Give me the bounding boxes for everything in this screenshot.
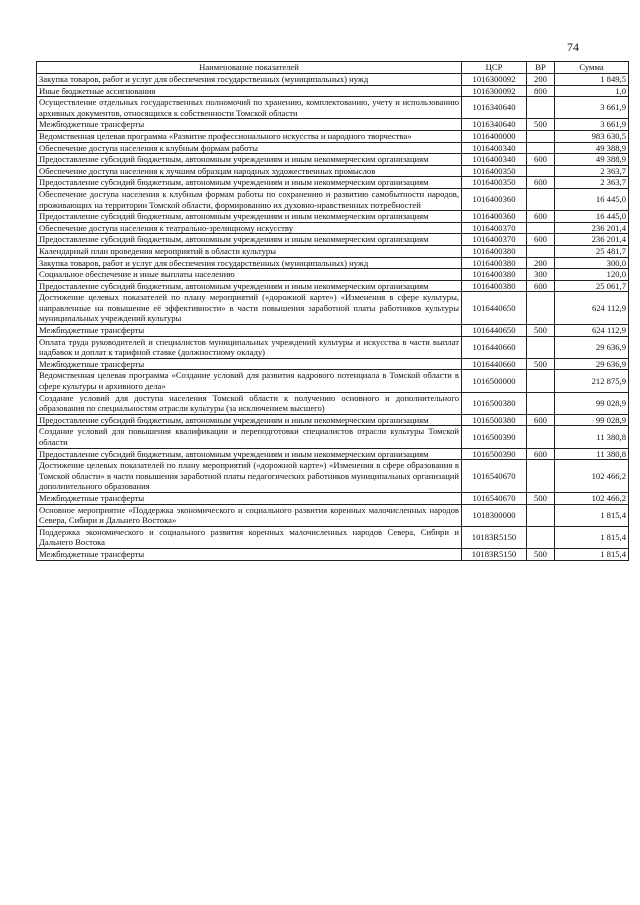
row-sum: 1 815,4	[555, 504, 629, 526]
table-row	[37, 119, 629, 131]
row-sum: 1 815,4	[555, 548, 629, 560]
row-vr-code	[527, 292, 555, 325]
row-sum: 2 363,7	[555, 165, 629, 177]
row-csr-code: 1016340640	[462, 119, 527, 131]
row-name: Предоставление субсидий бюджетным, автономным учреждениям и иным некоммерческим организациям	[37, 234, 462, 246]
row-csr-code: 1016540670	[462, 460, 527, 493]
table-row	[37, 325, 629, 337]
row-sum: 11 380,8	[555, 448, 629, 460]
row-sum: 1 849,5	[555, 74, 629, 86]
row-vr-code: 500	[527, 358, 555, 370]
row-csr-code: 10183R5150	[462, 526, 527, 548]
table-row	[37, 188, 629, 210]
row-vr-code: 600	[527, 177, 555, 189]
row-sum: 3 661,9	[555, 119, 629, 131]
row-csr-code: 10183R5150	[462, 548, 527, 560]
row-vr-code	[527, 336, 555, 358]
row-csr-code: 1016400000	[462, 130, 527, 142]
table-row	[37, 526, 629, 548]
row-csr-code: 1016400380	[462, 280, 527, 292]
row-vr-code	[527, 97, 555, 119]
row-vr-code: 300	[527, 269, 555, 281]
row-vr-code: 200	[527, 74, 555, 86]
table-row	[37, 222, 629, 234]
row-sum: 236 201,4	[555, 234, 629, 246]
header-csr: ЦСР	[462, 62, 527, 74]
row-name: Обеспечение доступа населения к клубным формам работы	[37, 142, 462, 154]
row-sum: 29 636,9	[555, 336, 629, 358]
header-sum: Сумма	[555, 62, 629, 74]
row-vr-code: 600	[527, 414, 555, 426]
row-vr-code: 600	[527, 448, 555, 460]
row-csr-code: 1016400360	[462, 188, 527, 210]
row-vr-code: 600	[527, 280, 555, 292]
table-row	[37, 177, 629, 189]
table-row	[37, 460, 629, 493]
row-csr-code: 1016440660	[462, 358, 527, 370]
row-sum: 2 363,7	[555, 177, 629, 189]
row-name: Предоставление субсидий бюджетным, автономным учреждениям и иным некоммерческим организациям	[37, 211, 462, 223]
row-csr-code: 1016400380	[462, 257, 527, 269]
row-csr-code: 1016300092	[462, 85, 527, 97]
budget-table	[36, 61, 629, 561]
row-name: Межбюджетные трансферты	[37, 492, 462, 504]
row-csr-code: 1016500390	[462, 426, 527, 448]
row-sum: 983 630,5	[555, 130, 629, 142]
table-row	[37, 492, 629, 504]
row-name: Предоставление субсидий бюджетным, автономным учреждениям и иным некоммерческим организациям	[37, 280, 462, 292]
table-body	[37, 74, 629, 561]
row-sum: 102 466,2	[555, 492, 629, 504]
row-name: Межбюджетные трансферты	[37, 119, 462, 131]
table-row	[37, 358, 629, 370]
header-vr: ВР	[527, 62, 555, 74]
row-vr-code: 800	[527, 85, 555, 97]
row-sum: 49 388,9	[555, 154, 629, 166]
row-vr-code	[527, 504, 555, 526]
row-csr-code: 1016400380	[462, 269, 527, 281]
row-vr-code	[527, 460, 555, 493]
row-name: Основное мероприятие «Поддержка экономического и социального развития коренных малочисленных народов Севера, Сибири и Дальнего Востока»	[37, 504, 462, 526]
row-csr-code: 1016400370	[462, 222, 527, 234]
table-row	[37, 392, 629, 414]
table-header-row	[37, 62, 629, 74]
header-name: Наименование показателей	[37, 62, 462, 74]
row-vr-code: 200	[527, 257, 555, 269]
table-row	[37, 548, 629, 560]
row-sum: 624 112,9	[555, 292, 629, 325]
table-row	[37, 234, 629, 246]
row-csr-code: 1016400360	[462, 211, 527, 223]
row-name: Создание условий для доступа населения Томской области к получению основного и дополнительного образования по специальностям отрасли культуры (за исключением высшего)	[37, 392, 462, 414]
row-csr-code: 1016400380	[462, 245, 527, 257]
row-name: Осуществление отдельных государственных полномочий по хранению, комплектованию, учету и использованию архивных документов, относящихся к собственности Томской области	[37, 97, 462, 119]
row-sum: 212 875,9	[555, 370, 629, 392]
row-vr-code: 600	[527, 154, 555, 166]
row-csr-code: 1016400340	[462, 154, 527, 166]
page-number: 74	[567, 40, 579, 54]
table-row	[37, 74, 629, 86]
row-vr-code: 500	[527, 548, 555, 560]
row-csr-code: 1018300000	[462, 504, 527, 526]
row-csr-code: 1016400350	[462, 177, 527, 189]
row-csr-code: 1016540670	[462, 492, 527, 504]
row-csr-code: 1016400350	[462, 165, 527, 177]
row-vr-code	[527, 165, 555, 177]
row-csr-code: 1016440650	[462, 292, 527, 325]
row-sum: 49 388,9	[555, 142, 629, 154]
row-csr-code: 1016400340	[462, 142, 527, 154]
row-csr-code: 1016500380	[462, 414, 527, 426]
row-name: Обеспечение доступа населения к театрально-зрелищному искусству	[37, 222, 462, 234]
row-sum: 11 380,8	[555, 426, 629, 448]
row-vr-code: 500	[527, 492, 555, 504]
row-sum: 99 028,9	[555, 414, 629, 426]
row-name: Оплата труда руководителей и специалистов муниципальных учреждений культуры и искусства в части выплат надбавок и доплат к тарифной ставке (должностному окладу)	[37, 336, 462, 358]
row-name: Предоставление субсидий бюджетным, автономным учреждениям и иным некоммерческим организациям	[37, 177, 462, 189]
table-row	[37, 130, 629, 142]
table-row	[37, 280, 629, 292]
row-sum: 102 466,2	[555, 460, 629, 493]
row-vr-code: 500	[527, 119, 555, 131]
row-vr-code: 500	[527, 325, 555, 337]
table-row	[37, 292, 629, 325]
row-vr-code	[527, 526, 555, 548]
table-row	[37, 165, 629, 177]
row-csr-code: 1016340640	[462, 97, 527, 119]
row-name: Ведомственная целевая программа «Развитие профессионального искусства и народного творчества»	[37, 130, 462, 142]
table-row	[37, 97, 629, 119]
row-vr-code	[527, 222, 555, 234]
row-name: Закупка товаров, работ и услуг для обеспечения государственных (муниципальных) нужд	[37, 257, 462, 269]
row-name: Предоставление субсидий бюджетным, автономным учреждениям и иным некоммерческим организациям	[37, 448, 462, 460]
row-csr-code: 1016500000	[462, 370, 527, 392]
row-vr-code	[527, 245, 555, 257]
row-sum: 25 061,7	[555, 280, 629, 292]
table-row	[37, 269, 629, 281]
row-sum: 29 636,9	[555, 358, 629, 370]
row-sum: 16 445,0	[555, 211, 629, 223]
table-row	[37, 336, 629, 358]
row-vr-code	[527, 370, 555, 392]
table-row	[37, 504, 629, 526]
row-name: Предоставление субсидий бюджетным, автономным учреждениям и иным некоммерческим организациям	[37, 414, 462, 426]
table-row	[37, 257, 629, 269]
row-name: Календарный план проведения мероприятий в области культуры	[37, 245, 462, 257]
row-csr-code: 1016500390	[462, 448, 527, 460]
row-name: Закупка товаров, работ и услуг для обеспечения государственных (муниципальных) нужд	[37, 74, 462, 86]
row-sum: 16 445,0	[555, 188, 629, 210]
row-vr-code: 600	[527, 211, 555, 223]
row-name: Достижение целевых показателей по плану мероприятий («дорожной карте») «Изменения в сфере образования в Томской области» в части повышения заработной платы педагогических работников муниципальных организаций дополнительного образования	[37, 460, 462, 493]
row-csr-code: 1016440650	[462, 325, 527, 337]
table-row	[37, 245, 629, 257]
row-csr-code: 1016440660	[462, 336, 527, 358]
row-csr-code: 1016500380	[462, 392, 527, 414]
table-row	[37, 154, 629, 166]
row-vr-code	[527, 426, 555, 448]
row-name: Достижение целевых показателей по плану мероприятий («дорожной карте») «Изменения в сфере культуры, направленные на повышение её эффективности» в части повышения заработной платы работников культуры муниципальных учреждений культуры	[37, 292, 462, 325]
row-vr-code: 600	[527, 234, 555, 246]
row-name: Социальное обеспечение и иные выплаты населению	[37, 269, 462, 281]
row-sum: 120,0	[555, 269, 629, 281]
row-name: Обеспечение доступа населения к клубным формам работы по сохранению и развитию самобытности народов, проживающих на территории Томской области, формированию их духовно-нравственных потребностей	[37, 188, 462, 210]
row-sum: 25 481,7	[555, 245, 629, 257]
row-name: Поддержка экономического и социального развития коренных малочисленных народов Севера, Сибири и Дальнего Востока	[37, 526, 462, 548]
row-sum: 624 112,9	[555, 325, 629, 337]
row-name: Ведомственная целевая программа «Создание условий для развития кадрового потенциала в Томской области в сфере культуры и архивного дела»	[37, 370, 462, 392]
row-name: Обеспечение доступа населения к лучшим образцам народных художественных промыслов	[37, 165, 462, 177]
row-sum: 3 661,9	[555, 97, 629, 119]
row-csr-code: 1016300092	[462, 74, 527, 86]
row-name: Создание условий для повышения квалификации и переподготовки специалистов отрасли культуры Томской области	[37, 426, 462, 448]
row-sum: 99 028,9	[555, 392, 629, 414]
table-row	[37, 426, 629, 448]
row-name: Межбюджетные трансферты	[37, 548, 462, 560]
row-name: Межбюджетные трансферты	[37, 325, 462, 337]
table-row	[37, 414, 629, 426]
row-name: Предоставление субсидий бюджетным, автономным учреждениям и иным некоммерческим организациям	[37, 154, 462, 166]
row-sum: 236 201,4	[555, 222, 629, 234]
row-name: Межбюджетные трансферты	[37, 358, 462, 370]
row-sum: 1 815,4	[555, 526, 629, 548]
table-row	[37, 211, 629, 223]
table-row	[37, 448, 629, 460]
row-vr-code	[527, 392, 555, 414]
row-sum: 300,0	[555, 257, 629, 269]
table-row	[37, 370, 629, 392]
row-csr-code: 1016400370	[462, 234, 527, 246]
table-row	[37, 85, 629, 97]
row-vr-code	[527, 188, 555, 210]
row-sum: 1,0	[555, 85, 629, 97]
table-row	[37, 142, 629, 154]
row-vr-code	[527, 142, 555, 154]
row-vr-code	[527, 130, 555, 142]
row-name: Иные бюджетные ассигнования	[37, 85, 462, 97]
